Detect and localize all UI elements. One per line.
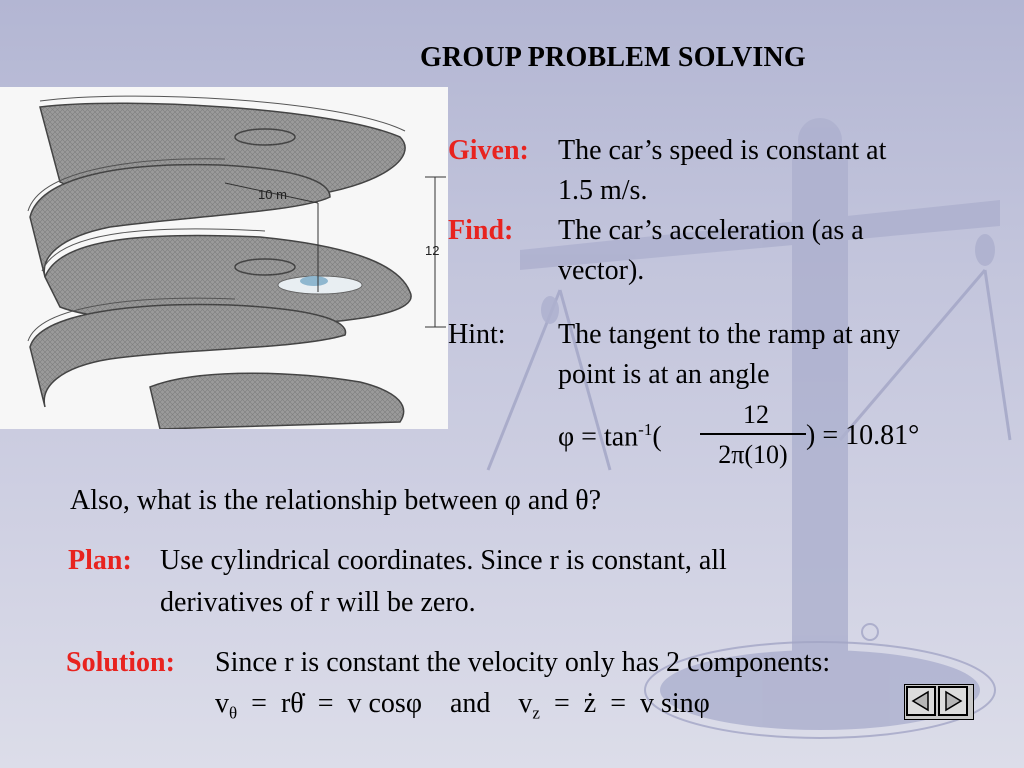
spiral-ramp-drawing <box>0 87 448 429</box>
previous-slide-button[interactable] <box>906 686 936 716</box>
triangle-right-icon <box>942 690 964 712</box>
formula-superscript: -1 <box>638 420 653 439</box>
solution-label: Solution: <box>66 647 175 678</box>
solution-line-1: Since r is constant the velocity only has 2 components: <box>215 647 831 678</box>
eq2-part: = <box>539 688 584 719</box>
given-line-1: The car’s speed is constant at <box>558 135 887 166</box>
eq2-rhs: = v sinφ <box>596 688 710 719</box>
next-slide-button[interactable] <box>938 686 968 716</box>
v-theta-symbol: v <box>215 688 229 719</box>
find-line-1: The car’s acceleration (as a <box>558 215 864 246</box>
hint-line-1: The tangent to the ramp at any <box>558 319 901 350</box>
given-line-2: 1.5 m/s. <box>558 175 648 206</box>
z-subscript: z <box>532 703 540 723</box>
eq1-part: = r <box>237 688 291 719</box>
find-label: Find: <box>448 215 514 246</box>
formula-open-paren: ( <box>652 421 662 453</box>
find-line-2: vector). <box>558 255 645 286</box>
hint-line-2: point is at an angle <box>558 359 770 390</box>
also-question: Also, what is the relationship between φ and θ? <box>70 485 602 516</box>
spiral-ramp-figure <box>0 87 448 429</box>
solution-velocity-equation <box>215 684 710 734</box>
height-dimension-label: 12 <box>425 243 440 258</box>
fraction-bar <box>700 433 806 435</box>
given-label: Given: <box>448 135 529 166</box>
theta-subscript: θ <box>229 703 238 723</box>
plan-line-2: derivatives of r will be zero. <box>160 587 476 618</box>
formula-rhs: ) = 10.81° <box>806 420 920 451</box>
eq1-rhs: = v cosφ and v <box>303 688 533 719</box>
plan-label: Plan: <box>68 545 132 576</box>
slide-title: GROUP PROBLEM SOLVING <box>420 42 806 73</box>
fraction-denominator: 2π(10) <box>718 440 788 469</box>
theta-dot-symbol: θ̇ <box>290 688 304 719</box>
z-dot-symbol: ż <box>583 688 597 719</box>
plan-line-1: Use cylindrical coordinates. Since r is constant, all <box>160 545 727 576</box>
radius-dimension-label: 10 m <box>258 187 287 202</box>
hint-label: Hint: <box>448 319 506 350</box>
angle-formula <box>558 420 662 453</box>
triangle-left-icon <box>910 690 932 712</box>
fraction-numerator: 12 <box>743 400 769 429</box>
formula-lhs: φ = tan <box>558 421 639 453</box>
